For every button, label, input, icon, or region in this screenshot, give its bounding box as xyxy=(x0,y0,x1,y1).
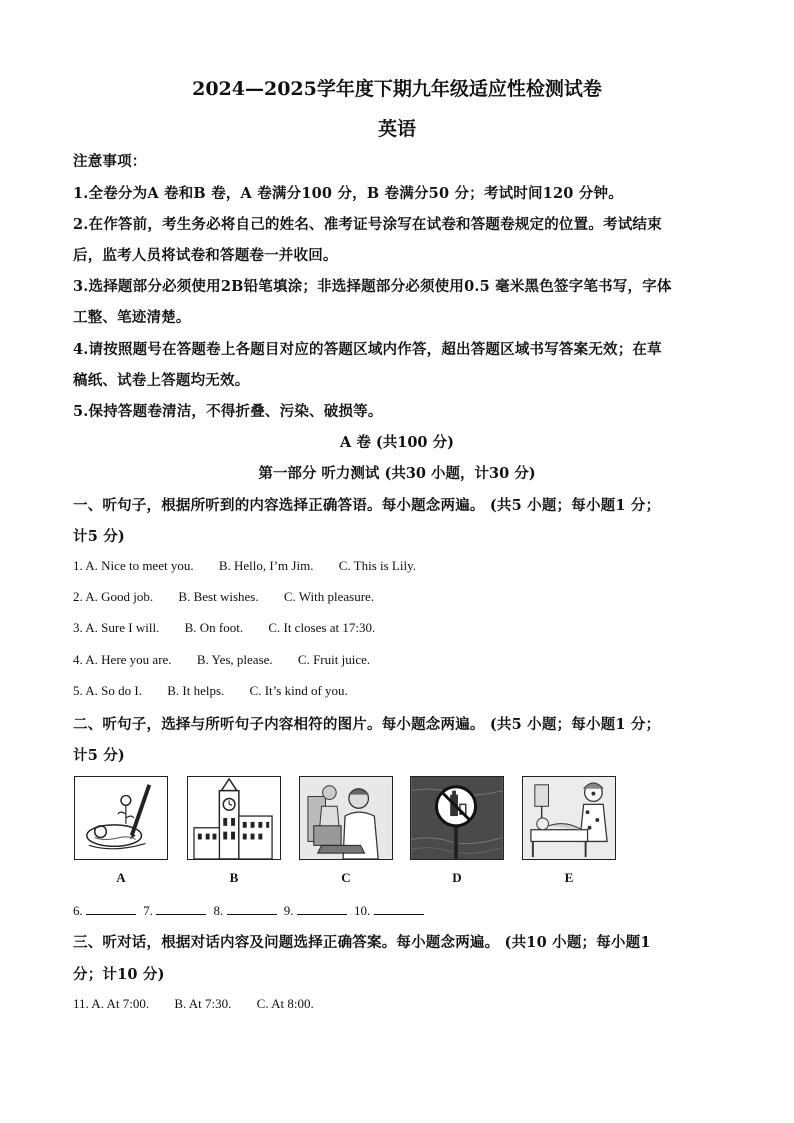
picture-label-d: D xyxy=(452,870,462,885)
section2-instruction-cont: 计5 分) xyxy=(73,747,125,764)
option-c: C. This is Lily. xyxy=(338,558,416,573)
answer-blank-10 xyxy=(374,902,424,915)
answer-blank-7 xyxy=(156,902,206,915)
option-a: 1. A. Nice to meet you. xyxy=(73,558,194,573)
option-b: B. It helps. xyxy=(167,683,225,698)
notice-item: 2.在作答前，考生务必将自己的姓名、准考证号涂写在试卷和答题卷规定的位置。考试结束 xyxy=(73,216,662,233)
notice-item: 4.请按照题号在答题卷上各题目对应的答题区域内作答，超出答题区域书写答案无效；在草 xyxy=(73,341,662,358)
subject-title: 英语 xyxy=(377,118,416,140)
notice-item: 稿纸、试卷上答题均无效。 xyxy=(73,372,250,389)
blank-label-10: 10. xyxy=(354,903,371,918)
option-c: C. With pleasure. xyxy=(283,589,375,604)
section1-instruction: 一、听句子，根据所听到的内容选择正确答语。每小题念两遍。 (共5 小题；每小题1 分； xyxy=(73,497,661,514)
option-a: 4. A. Here you are. xyxy=(73,652,172,667)
notice-item: 1.全卷分为A 卷和B 卷，A 卷满分100 分，B 卷满分50 分；考试时间120 分钟。 xyxy=(73,185,623,202)
picture-label-b: B xyxy=(229,870,239,885)
blank-label-7: 7. xyxy=(143,903,153,918)
option-b: B. Yes, please. xyxy=(196,652,273,667)
option-c: C. Fruit juice. xyxy=(297,652,371,667)
notice-item: 后，监考人员将试卷和答题卷一并收回。 xyxy=(73,247,338,264)
option-a: 3. A. Sure I will. xyxy=(73,620,160,635)
option-b: B. Best wishes. xyxy=(178,589,259,604)
exam-title: 2024—2025学年度下期九年级适应性检测试卷 xyxy=(192,78,602,100)
notice-heading: 注意事项： xyxy=(73,153,147,170)
blank-label-6: 6. xyxy=(73,903,83,918)
answer-blank-9 xyxy=(297,902,347,915)
notice-item: 工整、笔迹清楚。 xyxy=(73,309,191,326)
picture-c-computer-image xyxy=(299,776,393,860)
section2-instruction: 二、听句子，选择与所听句子内容相符的图片。每小题念两遍。 (共5 小题；每小题1 分； xyxy=(73,716,661,733)
notice-item: 3.选择题部分必须使用2B铅笔填涂；非选择题部分必须使用0.5 毫米黑色签字笔书写，字体 xyxy=(73,278,672,295)
section1-instruction-cont: 计5 分) xyxy=(73,528,125,545)
picture-label-c: C xyxy=(341,870,351,885)
notice-item: 5.保持答题卷清洁，不得折叠、污染、破损等。 xyxy=(73,403,383,420)
question-3 xyxy=(73,620,375,636)
option-b: B. Hello, I’m Jim. xyxy=(218,558,314,573)
picture-e-hospital-image xyxy=(522,776,616,860)
picture-label-a: A xyxy=(116,870,126,885)
answer-blanks-row xyxy=(73,902,424,919)
option-b: B. At 7:30. xyxy=(174,996,232,1011)
option-a: 2. A. Good job. xyxy=(73,589,154,604)
option-b: B. On foot. xyxy=(184,620,244,635)
part1-heading: 第一部分 听力测试 (共30 小题，计30 分) xyxy=(258,465,536,482)
picture-d-no-drinking-image xyxy=(410,776,504,860)
option-a: 5. A. So do I. xyxy=(73,683,142,698)
answer-blank-8 xyxy=(227,902,277,915)
section3-instruction: 三、听对话，根据对话内容及问题选择正确答案。每小题念两遍。 (共10 小题；每小题1 xyxy=(73,934,651,951)
option-c: C. It’s kind of you. xyxy=(249,683,348,698)
picture-b-clock-tower-image xyxy=(187,776,281,860)
blank-label-9: 9. xyxy=(283,903,294,918)
picture-label-e: E xyxy=(564,870,574,885)
question-1 xyxy=(73,558,416,574)
option-c: C. At 8:00. xyxy=(256,996,314,1011)
blank-label-8: 8. xyxy=(213,903,224,918)
question-11 xyxy=(73,996,314,1012)
question-2 xyxy=(73,589,374,605)
section3-instruction-cont: 分；计10 分) xyxy=(73,966,165,983)
option-c: C. It closes at 17:30. xyxy=(268,620,376,635)
question-5 xyxy=(73,683,348,699)
answer-blank-6 xyxy=(86,902,136,915)
option-a: 11. A. At 7:00. xyxy=(73,996,150,1011)
section-a-heading: A 卷 (共100 分) xyxy=(340,434,454,451)
question-4 xyxy=(73,652,370,668)
picture-a-writing-image xyxy=(74,776,168,860)
